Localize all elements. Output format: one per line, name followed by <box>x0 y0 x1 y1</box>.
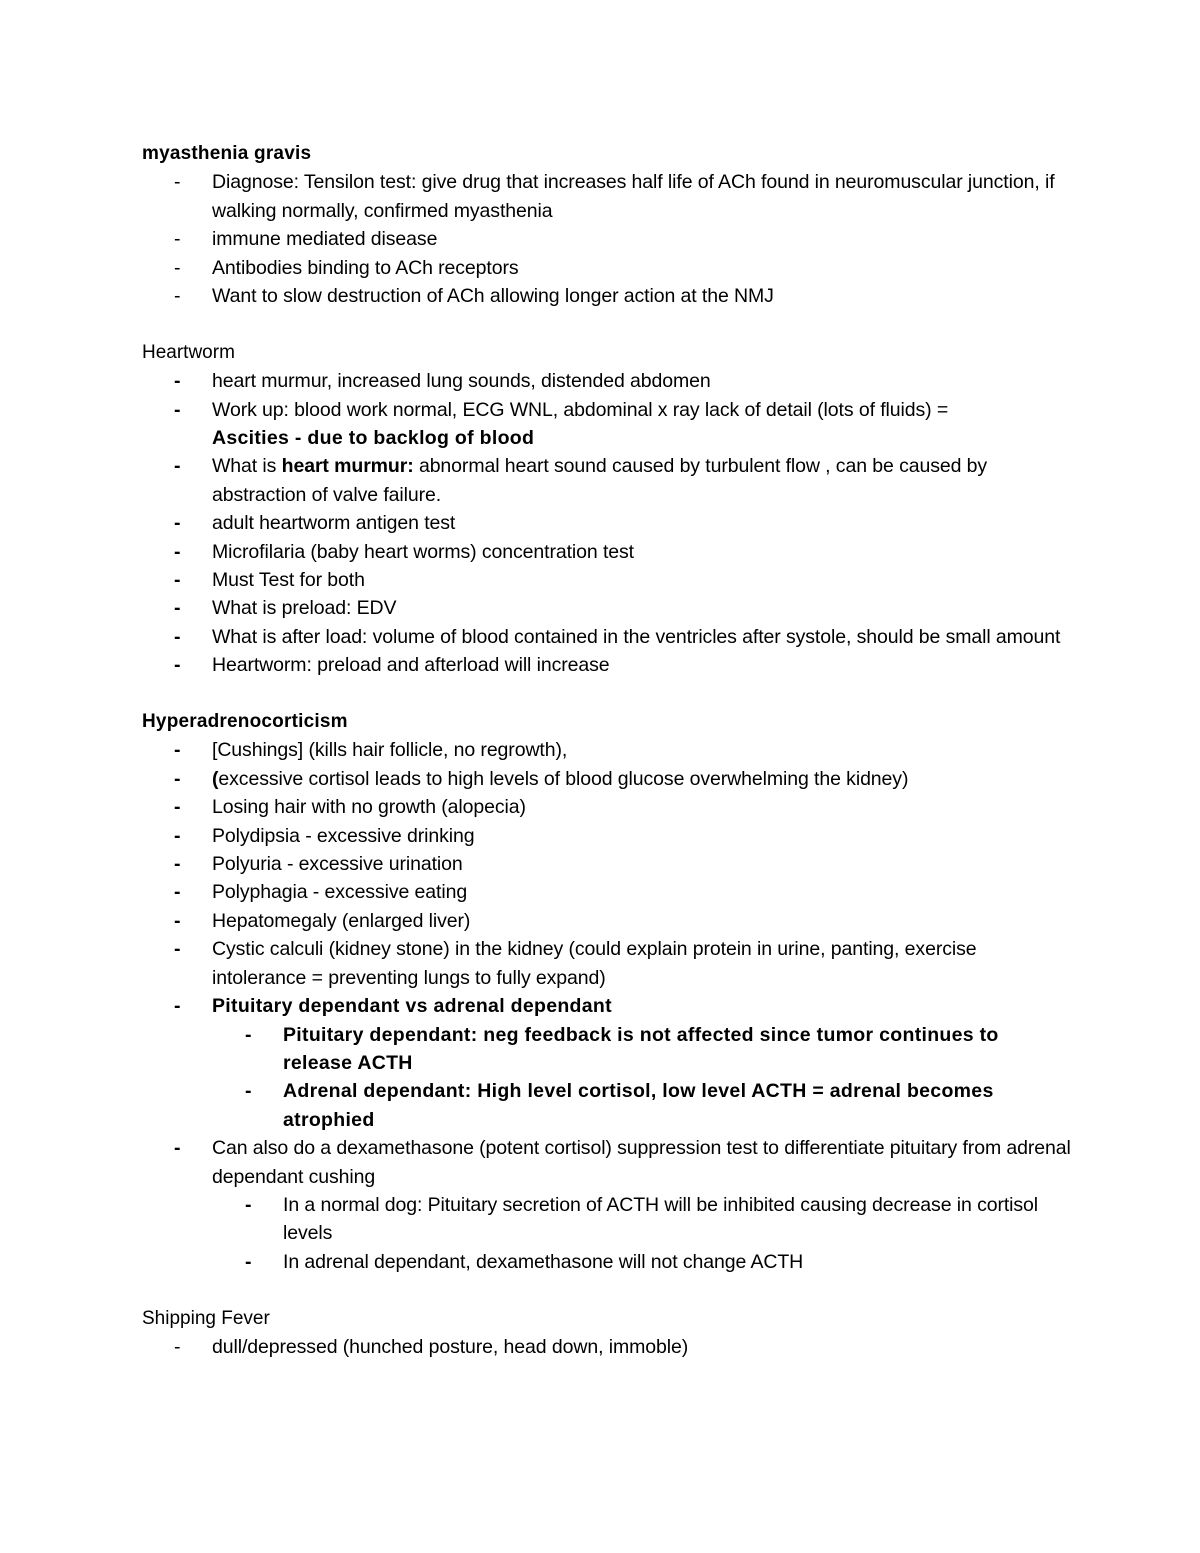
bullet-dash: - <box>174 909 181 932</box>
item-text: dull/depressed (hunched posture, head down, immoble) <box>212 1335 689 1358</box>
list-item <box>142 1333 1072 1361</box>
section-hyperadrenocorticism <box>142 708 1072 1276</box>
item-text: Diagnose: Tensilon test: give drug that increases half life of ACh found in neuromuscular junction, if walking normally, confirmed myasthenia <box>212 171 1055 222</box>
list-item <box>142 736 1072 764</box>
list-item <box>142 765 1072 793</box>
list-item <box>142 509 1072 537</box>
item-text: What is <box>212 455 282 478</box>
bullet-dash: - <box>174 256 181 279</box>
bullet-dash: - <box>174 171 181 194</box>
item-text: Cystic calculi (kidney stone) in the kidney (could explain protein in urine, panting, exercise intolerance = preventing lungs to fully expand) <box>212 938 977 989</box>
item-text: Heartworm: preload and afterload will increase <box>212 654 610 677</box>
list-item <box>142 935 1072 992</box>
bullet-dash: - <box>245 1023 252 1046</box>
section-title: Heartworm <box>142 341 235 363</box>
list-item <box>142 168 1072 225</box>
list-item <box>142 992 1072 1020</box>
bullet-dash: - <box>174 739 181 762</box>
item-emphasis: ( <box>212 767 219 790</box>
bullet-dash: - <box>174 597 181 620</box>
item-text: Want to slow destruction of ACh allowing longer action at the NMJ <box>212 285 774 308</box>
bullet-dash: - <box>174 767 181 790</box>
bullet-dash: - <box>174 569 181 592</box>
bullet-list <box>142 736 1072 1276</box>
bullet-dash: - <box>174 228 181 251</box>
item-text: adult heartworm antigen test <box>212 512 456 535</box>
bullet-list <box>142 168 1072 310</box>
item-text: Work up: blood work normal, ECG WNL, abdominal x ray lack of detail (lots of fluids) = <box>212 398 949 421</box>
item-text: Pituitary dependant vs adrenal dependant <box>212 995 612 1018</box>
item-text: What is after load: volume of blood contained in the ventricles after systole, should be small amount <box>212 625 1061 648</box>
list-item <box>142 538 1072 566</box>
item-text: heart murmur, increased lung sounds, distended abdomen <box>212 370 711 393</box>
bullet-dash: - <box>174 625 181 648</box>
list-item <box>142 850 1072 878</box>
bullet-dash: - <box>174 796 181 819</box>
bullet-dash: - <box>174 540 181 563</box>
list-item <box>142 225 1072 253</box>
bullet-list <box>142 367 1072 679</box>
item-text: Polydipsia - excessive drinking <box>212 824 475 847</box>
sub-list-item <box>142 1248 1072 1276</box>
list-item <box>142 878 1072 906</box>
item-text: Polyuria - excessive urination <box>212 853 463 876</box>
bullet-dash: - <box>174 370 181 393</box>
list-item <box>142 282 1072 310</box>
list-item <box>142 254 1072 282</box>
bullet-dash: - <box>174 654 181 677</box>
list-item <box>142 1134 1072 1191</box>
item-text: In adrenal dependant, dexamethasone will not change ACTH <box>283 1250 804 1273</box>
bullet-dash: - <box>174 398 181 421</box>
bullet-dash: - <box>174 285 181 308</box>
list-item <box>142 793 1072 821</box>
sub-list-item <box>142 1021 1072 1078</box>
item-text: Must Test for both <box>212 569 365 592</box>
item-text: excessive cortisol leads to high levels of blood glucose overwhelming the kidney) <box>218 767 909 790</box>
section-title: myasthenia gravis <box>142 143 312 164</box>
item-text: In a normal dog: Pituitary secretion of ACTH will be inhibited causing decrease in cortisol levels <box>283 1193 1039 1245</box>
bullet-dash: - <box>174 1137 181 1160</box>
list-item <box>142 822 1072 850</box>
list-item <box>142 452 1072 509</box>
item-emphasis: Ascities - due to backlog of blood <box>212 427 535 450</box>
item-text: Microfilaria (baby heart worms) concentration test <box>212 540 634 563</box>
item-text: [Cushings] (kills hair follicle, no regrowth), <box>212 739 568 762</box>
list-item <box>142 651 1072 679</box>
section-heartworm <box>142 339 1072 680</box>
list-item <box>142 907 1072 935</box>
item-text: immune mediated disease <box>212 228 438 251</box>
bullet-dash: - <box>245 1250 252 1273</box>
list-item <box>142 367 1072 395</box>
item-text: Losing hair with no growth (alopecia) <box>212 796 526 819</box>
bullet-dash: - <box>174 853 181 876</box>
item-text: Pituitary dependant: neg feedback is not affected since tumor continues to release ACTH <box>283 1023 999 1074</box>
item-emphasis: heart murmur: <box>281 455 414 478</box>
section-myasthenia-gravis <box>142 140 1072 310</box>
list-item <box>142 396 1072 453</box>
bullet-dash: - <box>174 881 181 904</box>
sub-list-item <box>142 1191 1072 1248</box>
item-text: What is preload: EDV <box>212 597 397 620</box>
list-item <box>142 594 1072 622</box>
bullet-dash: - <box>174 512 181 535</box>
bullet-dash: - <box>245 1080 252 1103</box>
section-title: Shipping Fever <box>142 1307 270 1329</box>
item-text: abnormal heart sound caused by turbulent flow , can be caused by abstraction of valve failure. <box>212 455 988 506</box>
bullet-list <box>142 1333 1072 1361</box>
bullet-dash: - <box>245 1193 252 1216</box>
sub-list-item <box>142 1077 1072 1134</box>
bullet-dash: - <box>174 1335 181 1358</box>
item-text: Antibodies binding to ACh receptors <box>212 256 519 279</box>
bullet-dash: - <box>174 938 181 961</box>
item-text: Hepatomegaly (enlarged liver) <box>212 909 471 932</box>
list-item <box>142 566 1072 594</box>
section-title: Hyperadrenocorticism <box>142 711 348 733</box>
bullet-dash: - <box>174 455 181 478</box>
document-page <box>142 140 1072 1361</box>
list-item <box>142 623 1072 651</box>
bullet-dash: - <box>174 995 181 1018</box>
bullet-dash: - <box>174 824 181 847</box>
item-text: Can also do a dexamethasone (potent cortisol) suppression test to differentiate pituitary from adrenal dependant cushing <box>212 1137 1071 1188</box>
section-shipping-fever <box>142 1305 1072 1362</box>
item-text: Polyphagia - excessive eating <box>212 881 468 904</box>
item-text: Adrenal dependant: High level cortisol, low level ACTH = adrenal becomes atrophied <box>283 1080 994 1131</box>
